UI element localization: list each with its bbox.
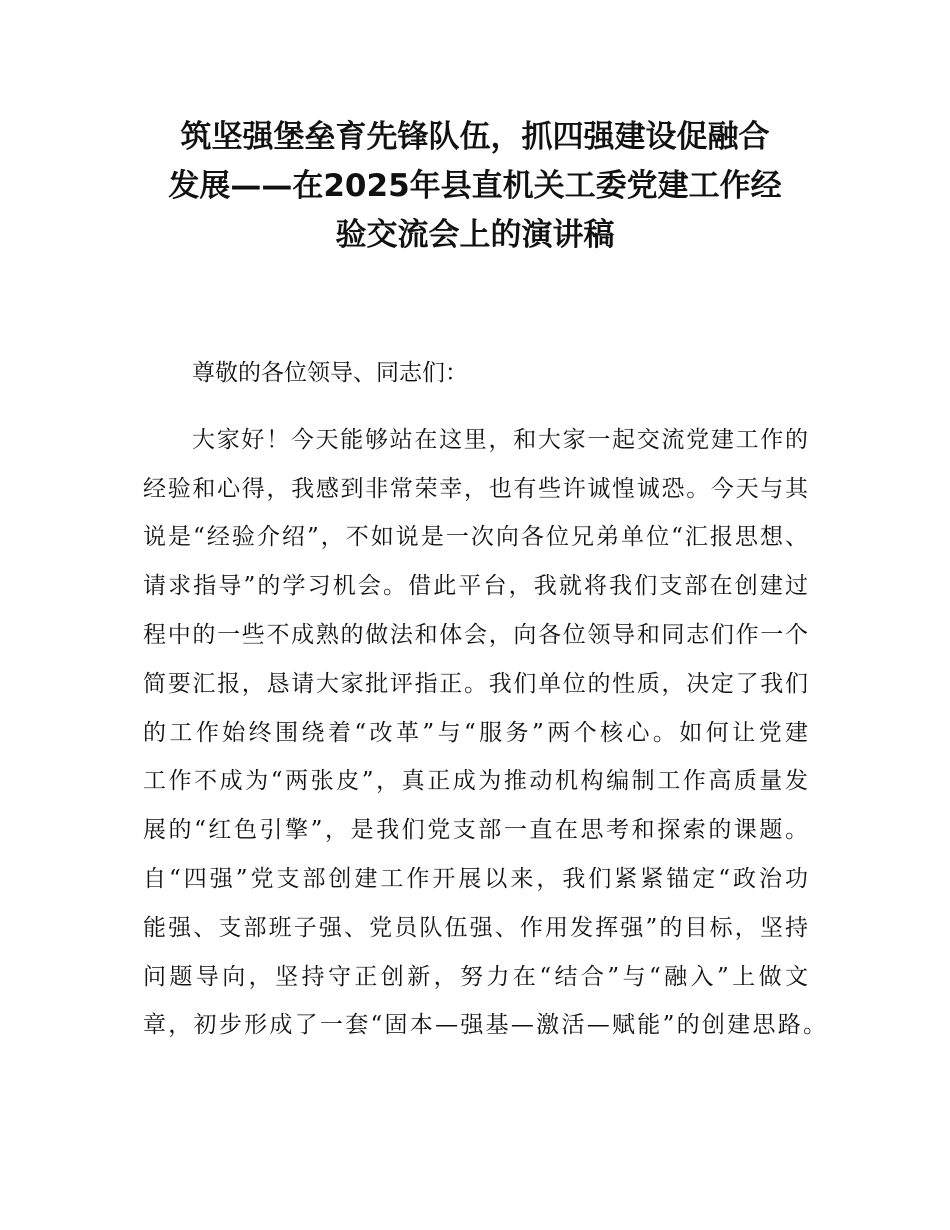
paragraph-line: 工作不成为“两张皮”，真正成为推动机构编制工作高质量发 — [143, 768, 808, 795]
paragraph-line: 简要汇报，恳请大家批评指正。我们单位的性质，决定了我们 — [143, 670, 808, 697]
paragraph-line: 的工作始终围绕着“改革”与“服务”两个核心。如何让党建 — [143, 719, 808, 746]
paragraph-line: 请求指导”的学习机会。借此平台，我就将我们支部在创建过 — [143, 573, 808, 600]
title-line: 发展——在2025年县直机关工委党建工作经 — [168, 168, 782, 204]
paragraph-line: 能强、支部班子强、党员队伍强、作用发挥强”的目标，坚持 — [143, 914, 808, 941]
paragraph-line: 自“四强”党支部创建工作开展以来，我们紧紧锚定“政治功 — [143, 865, 808, 892]
salutation: 尊敬的各位领导、同志们： — [192, 360, 468, 386]
paragraph-line: 章，初步形成了一套“固本—强基—激活—赋能”的创建思路。 — [143, 1012, 826, 1039]
paragraph-line: 问题导向，坚持守正创新，努力在“结合”与“融入”上做文 — [143, 963, 808, 990]
paragraph-line: 大家好！今天能够站在这里，和大家一起交流党建工作的 — [192, 426, 808, 453]
document-body — [143, 356, 826, 1057]
paragraph-line: 程中的一些不成熟的做法和体会，向各位领导和同志们作一个 — [143, 621, 808, 648]
paragraph-line: 经验和心得，我感到非常荣幸，也有些许诚惶诚恐。今天与其 — [143, 475, 808, 502]
paragraph-line: 展的“红色引擎”，是我们党支部一直在思考和探索的课题。 — [143, 817, 808, 844]
document-title — [0, 113, 950, 260]
title-line: 筑坚强堡垒育先锋队伍，抓四强建设促融合 — [180, 119, 770, 155]
title-line: 验交流会上的演讲稿 — [335, 217, 615, 253]
paragraph-line: 说是“经验介绍”，不如说是一次向各位兄弟单位“汇报思想、 — [143, 524, 808, 551]
